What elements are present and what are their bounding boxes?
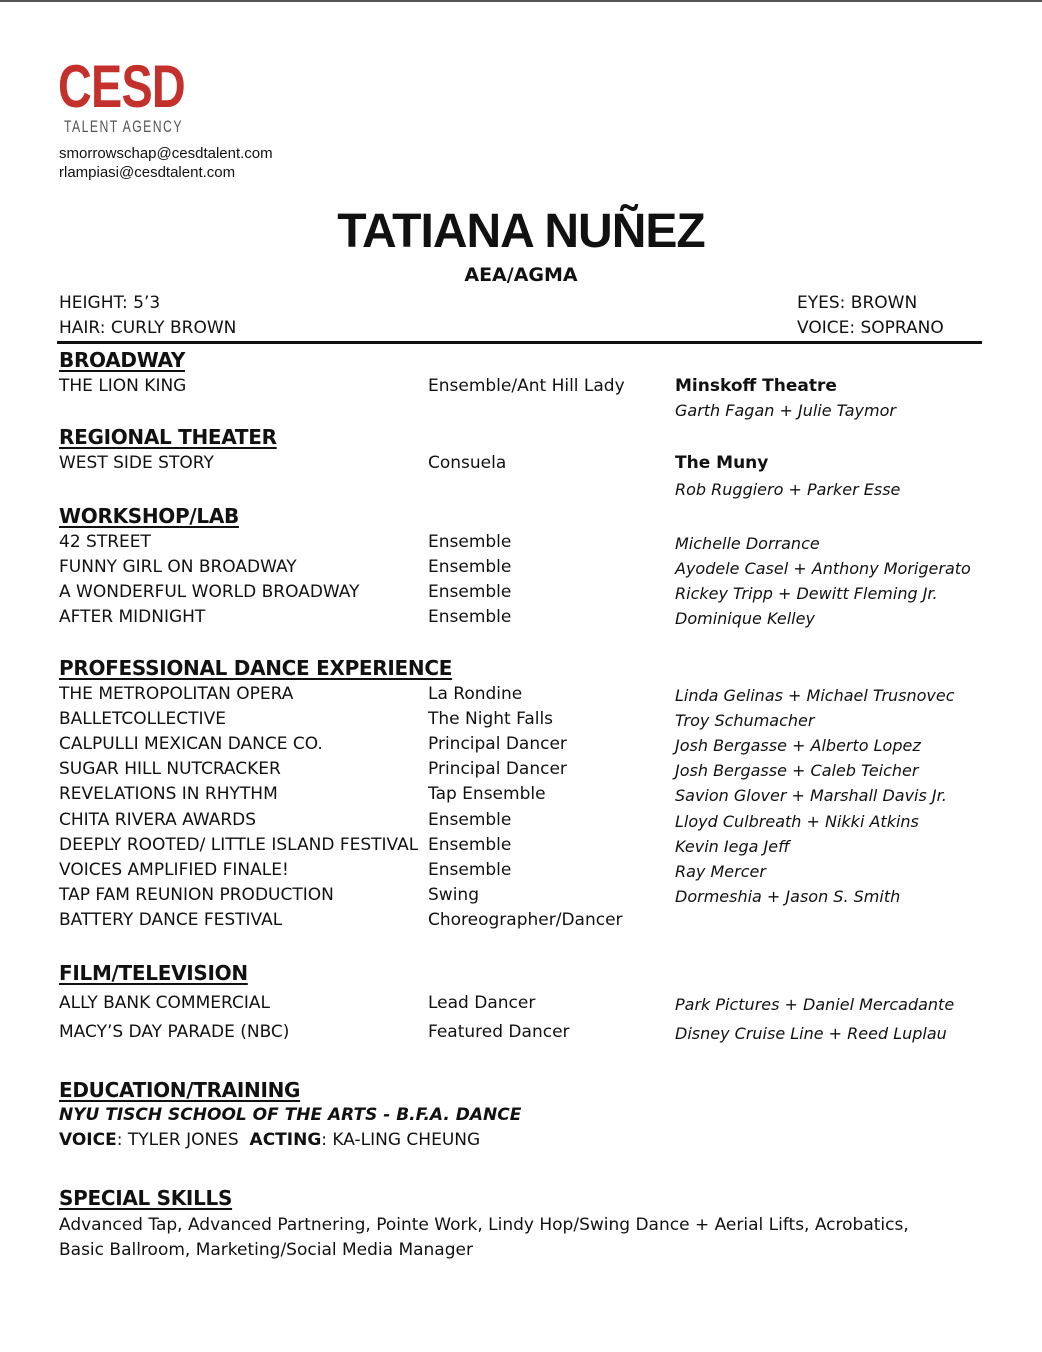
credit-role: La Rondine (428, 684, 523, 704)
credit-role: Ensemble (428, 810, 512, 830)
credit-creative-team: Josh Bergasse + Caleb Teicher (675, 761, 919, 780)
training-line (59, 1130, 480, 1150)
stat-hair: HAIR: CURLY BROWN (59, 318, 237, 338)
skills-text: Advanced Tap, Advanced Partnering, Pointe Work, Lindy Hop/Swing Dance + Aerial Lifts, Acrobatics, Basic Ballroom, Marketing/Social Media Manager (59, 1215, 909, 1260)
stat-voice: VOICE: SOPRANO (797, 318, 944, 338)
credit-role: Ensemble (428, 607, 512, 627)
credit-creative-team: Garth Fagan + Julie Taymor (675, 401, 896, 420)
credit-creative-team: Savion Glover + Marshall Davis Jr. (675, 786, 947, 805)
credit-show: BATTERY DANCE FESTIVAL (59, 910, 283, 930)
credit-creative-team: Lloyd Culbreath + Nikki Atkins (675, 812, 919, 831)
acting-label: ACTING (249, 1130, 322, 1150)
credit-show: WEST SIDE STORY (59, 453, 214, 473)
credit-role: Ensemble (428, 860, 512, 880)
credit-role: Consuela (428, 453, 507, 473)
credit-creative-team: Troy Schumacher (675, 711, 815, 730)
credit-show: DEEPLY ROOTED/ LITTLE ISLAND FESTIVAL (59, 835, 419, 855)
agent-email-1[interactable]: smorrowschap@cesdtalent.com (59, 145, 273, 162)
credit-role: Tap Ensemble (428, 784, 546, 804)
credit-show: 42 STREET (59, 532, 151, 552)
credit-creative-team: Michelle Dorrance (675, 534, 820, 553)
voice-teacher: : TYLER JONES (116, 1130, 239, 1150)
agent-email-2[interactable]: rlampiasi@cesdtalent.com (59, 164, 236, 181)
credit-show: CALPULLI MEXICAN DANCE CO. (59, 734, 323, 754)
credit-role: Ensemble (428, 557, 512, 577)
stat-height: HEIGHT: 5’3 (59, 293, 161, 313)
credit-creative-team: Linda Gelinas + Michael Trusnovec (675, 686, 955, 705)
top-border (0, 0, 1042, 2)
logo-tagline: TALENT AGENCY (64, 117, 183, 136)
logo-wordmark: CESD (58, 53, 185, 120)
credit-show: BALLETCOLLECTIVE (59, 709, 226, 729)
section-title-regional: REGIONAL THEATER (59, 425, 277, 449)
credit-show: ALLY BANK COMMERCIAL (59, 993, 270, 1013)
credit-creative-team: Dominique Kelley (675, 609, 815, 628)
credit-venue: The Muny (675, 453, 769, 473)
credit-role: Lead Dancer (428, 993, 536, 1013)
section-title-education: EDUCATION/TRAINING (59, 1078, 301, 1102)
section-title-workshop: WORKSHOP/LAB (59, 504, 239, 528)
section-title-film: FILM/TELEVISION (59, 961, 248, 985)
credit-show: MACY’S DAY PARADE (NBC) (59, 1022, 290, 1042)
credit-show: VOICES AMPLIFIED FINALE! (59, 860, 289, 880)
credit-role: Ensemble/Ant Hill Lady (428, 376, 625, 396)
performer-name: TATIANA NUÑEZ (337, 205, 705, 258)
section-title-dance: PROFESSIONAL DANCE EXPERIENCE (59, 656, 453, 680)
credit-show: REVELATIONS IN RHYTHM (59, 784, 278, 804)
credit-creative-team: Ray Mercer (675, 862, 766, 881)
credit-creative-team: Rickey Tripp + Dewitt Fleming Jr. (675, 584, 938, 603)
credit-role: Principal Dancer (428, 734, 567, 754)
credit-role: Ensemble (428, 835, 512, 855)
credit-show: SUGAR HILL NUTCRACKER (59, 759, 281, 779)
credit-creative-team: Rob Ruggiero + Parker Esse (675, 480, 901, 499)
credit-role: Ensemble (428, 532, 512, 552)
credit-creative-team: Disney Cruise Line + Reed Luplau (675, 1024, 947, 1043)
voice-label: VOICE (59, 1130, 117, 1150)
credit-creative-team: Park Pictures + Daniel Mercadante (675, 995, 955, 1014)
credit-role: Ensemble (428, 582, 512, 602)
section-title-broadway: BROADWAY (59, 348, 185, 372)
credit-role: Principal Dancer (428, 759, 567, 779)
agency-logo (58, 53, 185, 136)
credit-role: Featured Dancer (428, 1022, 570, 1042)
credit-creative-team: Josh Bergasse + Alberto Lopez (675, 736, 921, 755)
section-title-skills: SPECIAL SKILLS (59, 1186, 233, 1210)
union-affiliation: AEA/AGMA (464, 264, 578, 286)
credit-creative-team: Ayodele Casel + Anthony Morigerato (675, 559, 971, 578)
credit-creative-team: Kevin Iega Jeff (675, 837, 790, 856)
credit-show: FUNNY GIRL ON BROADWAY (59, 557, 297, 577)
education-school: NYU TISCH SCHOOL OF THE ARTS - B.F.A. DANCE (59, 1105, 522, 1125)
stat-eyes: EYES: BROWN (797, 293, 918, 313)
credit-show: THE METROPOLITAN OPERA (59, 684, 294, 704)
acting-teacher: : KA-LING CHEUNG (321, 1130, 481, 1150)
credit-role: The Night Falls (428, 709, 554, 729)
credit-show: AFTER MIDNIGHT (59, 607, 206, 627)
credit-show: THE LION KING (59, 376, 187, 396)
credit-show: TAP FAM REUNION PRODUCTION (59, 885, 334, 905)
credit-role: Choreographer/Dancer (428, 910, 623, 930)
credit-show: CHITA RIVERA AWARDS (59, 810, 257, 830)
credit-show: A WONDERFUL WORLD BROADWAY (59, 582, 360, 602)
credit-role: Swing (428, 885, 479, 905)
credit-venue: Minskoff Theatre (675, 376, 837, 396)
header-divider (57, 341, 982, 344)
credit-creative-team: Dormeshia + Jason S. Smith (675, 887, 901, 906)
